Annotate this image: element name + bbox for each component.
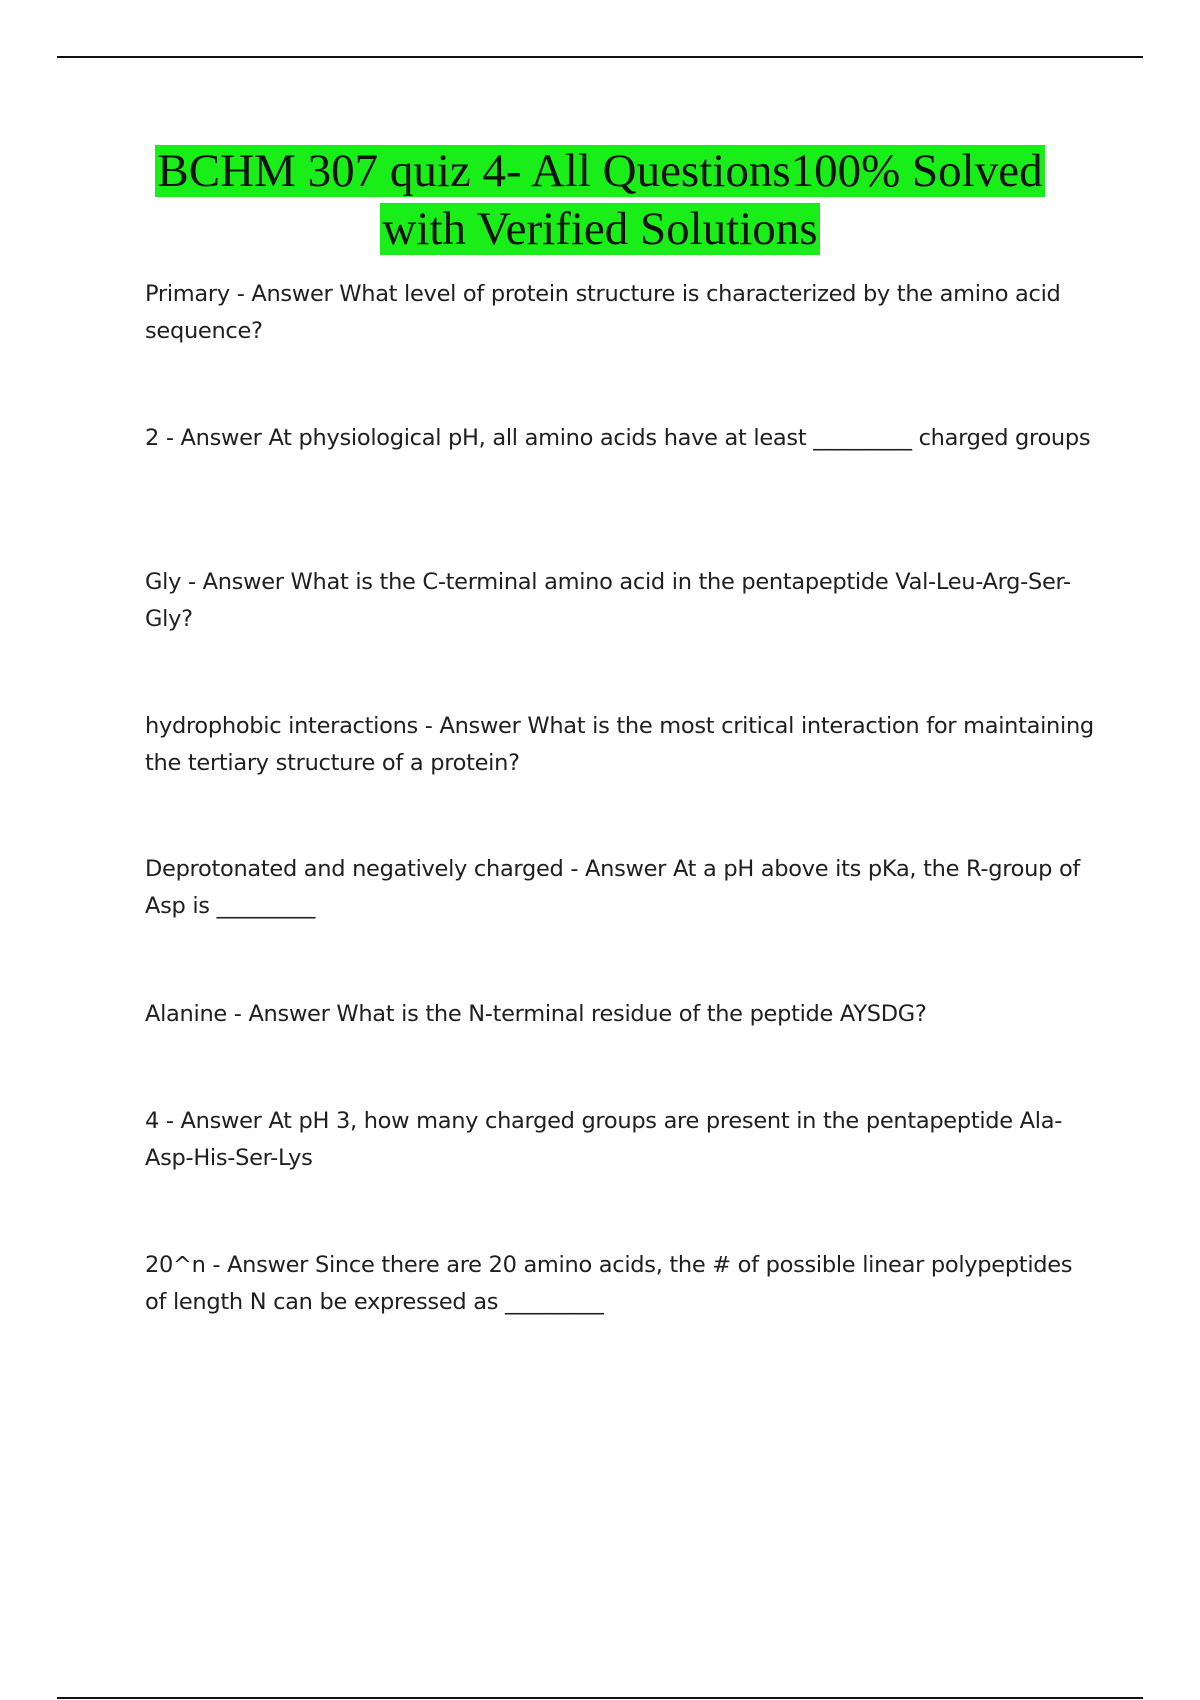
qa-entry-7: 4 - Answer At pH 3, how many charged groups are present in the pentapeptide Ala-Asp-His-Ser-Lys (145, 1108, 1063, 1171)
qa-entry-8: 20^n - Answer Since there are 20 amino acids, the # of possible linear polypeptides of length N can be expressed as _________ (145, 1252, 1073, 1315)
title-line-2: with Verified Solutions (382, 203, 818, 255)
qa-entry-5: Deprotonated and negatively charged - Answer At a pH above its pKa, the R-group of Asp is _________ (145, 856, 1081, 919)
top-rule (57, 56, 1143, 58)
bottom-rule (57, 1697, 1143, 1699)
qa-entry-2: 2 - Answer At physiological pH, all amino acids have at least _________ charged groups (145, 425, 1091, 451)
qa-entry-4: hydrophobic interactions - Answer What is the most critical interaction for maintaining the tertiary structure of a protein? (145, 713, 1094, 776)
qa-entry-6: Alanine - Answer What is the N-terminal residue of the peptide AYSDG? (145, 1001, 927, 1027)
title-line-1: BCHM 307 quiz 4- All Questions100% Solved (157, 145, 1043, 197)
qa-entry-1: Primary - Answer What level of protein structure is characterized by the amino acid sequence? (145, 281, 1061, 344)
qa-entry-3: Gly - Answer What is the C-terminal amino acid in the pentapeptide Val-Leu-Arg-Ser-Gly? (145, 569, 1071, 632)
document-title (100, 142, 1100, 258)
